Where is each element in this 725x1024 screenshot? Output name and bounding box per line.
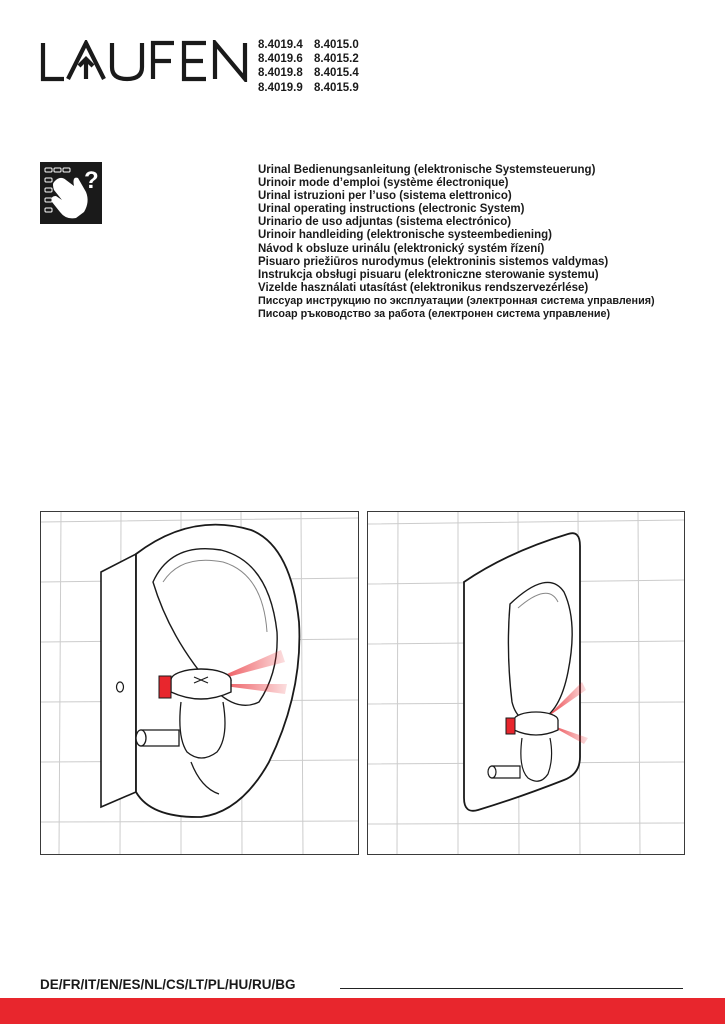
language-codes: DE/FR/IT/EN/ES/NL/CS/LT/PL/HU/RU/BG	[40, 977, 296, 992]
instruction-titles	[258, 164, 655, 321]
article-number: 8.4019.6	[258, 53, 303, 66]
title-line-nl: Urinoir handleiding (elektronische systeembediening)	[258, 229, 552, 242]
title-line-fr: Urinoir mode d’emploi (système électronique)	[258, 177, 509, 190]
article-number: 8.4019.9	[258, 81, 303, 94]
title-line-pl: Instrukcja obsługi pisuaru (elektroniczne sterowanie systemu)	[258, 268, 599, 281]
article-number: 8.4015.9	[314, 81, 359, 94]
article-number: 8.4015.0	[314, 39, 359, 51]
title-line-cs: Návod k obsluze urinálu (elektronický systém řízení)	[258, 242, 545, 255]
title-line-en: Urinal operating instructions (electronic System)	[258, 203, 525, 216]
title-line-it: Urinal istruzioni per l’uso (sistema elettronico)	[258, 190, 512, 203]
hand-touch-question-icon	[40, 162, 102, 224]
illustration-urinal-square	[367, 511, 685, 855]
article-numbers	[258, 38, 370, 95]
title-line-ru: Писсуар инструкцию по эксплуатации (электронная система управления)	[258, 294, 655, 307]
footer-bar	[0, 998, 725, 1024]
article-number: 8.4019.8	[258, 67, 303, 80]
illustration-urinal-round	[40, 511, 359, 855]
title-line-bg: Писоар ръководство за работа (електронен система управление)	[258, 308, 611, 321]
title-line-es: Urinario de uso adjuntas (sistema electrónico)	[258, 216, 512, 229]
svg-text:?: ?	[84, 167, 99, 194]
title-line-lt: Pisuaro priežiūros nurodymus (elektroninis sistemos valdymas)	[258, 255, 609, 268]
divider	[340, 988, 683, 989]
article-number: 8.4015.4	[314, 67, 359, 80]
article-number: 8.4015.2	[314, 53, 359, 66]
article-number: 8.4019.4	[258, 39, 303, 51]
laufen-logo	[40, 40, 252, 82]
title-line-hu: Vizelde használati utasítást (elektronikus rendszervezérlése)	[258, 281, 589, 294]
title-line-de: Urinal Bedienungsanleitung (elektronische Systemsteuerung)	[258, 164, 596, 176]
